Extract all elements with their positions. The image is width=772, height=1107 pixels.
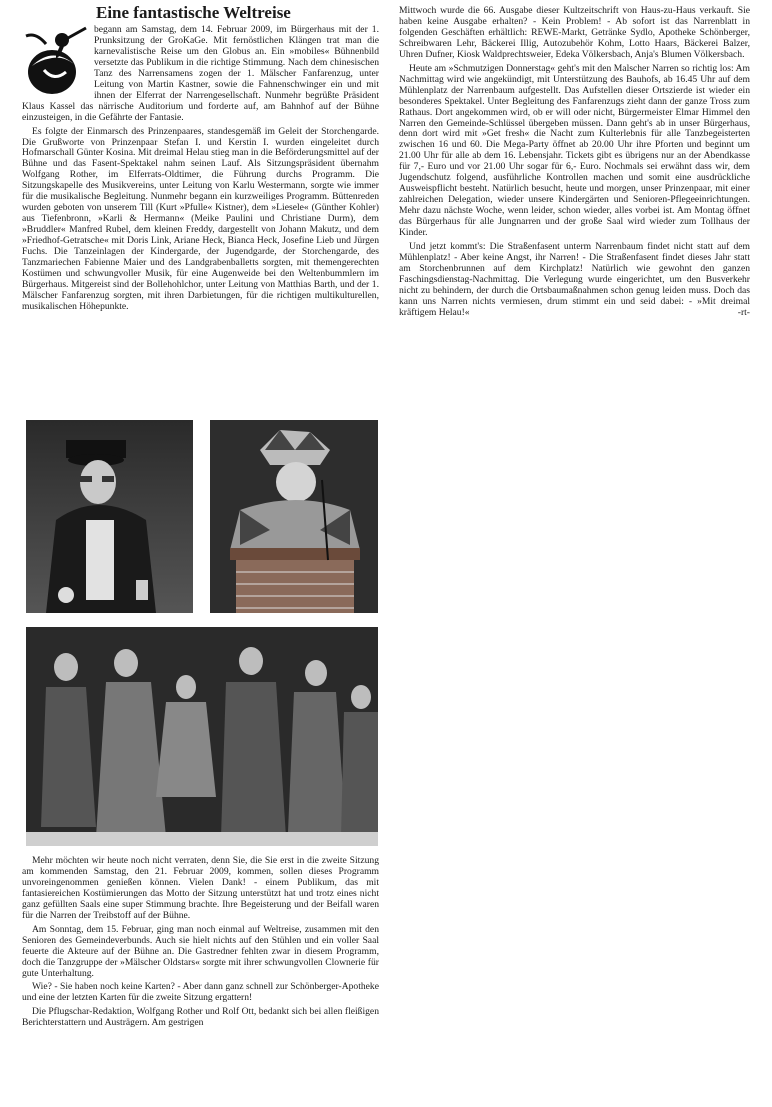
paragraph: Heute am »Schmutzigen Donnerstag« geht's mit den Malscher Narren so richtig los: Am Nachmittag wird wie angekündigt, mit Unterstützung des Bauhofs, ab 16.45 Uhr auf dem Mühlenplatz der Narrenbaum aufgestellt. Das Aufstellen dieser Ortszierde ist wieder ein besonderes Spektakel. Unter Begleitung des Fanfarenzugs zieht dann der ganze Tross zum Rathaus. Dort angekommen wird, ob er will oder nicht, Bürgermeister Elmar Himmel den Narren den Gemeinde-Schlüssel übergeben müssen. Dann geht's ab in unser Bürgerhaus, denn dort wird mit »Get fresh« die Nacht zum Kulterlebnis für alle Tanzbegeisterten zwischen 16 und 60. Die Mega-Party öffnet ab 20.00 Uhr ihre Pforten und beginnt um 21.00 Uhr für alle ab dem 16. Lebensjahr. Tickets gibt es übrigens nur an der Abendkasse für 7,- Euro und vor 21.00 Uhr sogar für 6,- Euro. Nochmals sei erwähnt dass wir, dem Jugendschutz folgend, ausführliche Kontrollen machen und somit eine ausdrückliche Ausweispflicht besteht. Natürlich besucht, heute und morgen, unser Prinzenpaar, mit einer zahlreichen Delegation, wieder unsere Kindergärten und Senioren-Pflegeeinrichtungen. Mehr dazu nächste Woche, wenn leider, schon wieder, alles vorbei ist. Am Montag öffnet das Bürgerhaus für alle Jungnarren und der große Saal wird wieder zum Tollhaus der Kinder. — [399, 62, 750, 239]
paragraph-text: Und jetzt kommt's: Die Straßenfasent unterm Narrenbaum findet nicht statt auf dem Mühlenplatz! - Aber keine Angst, ihr Narren! - Die Straßenfasent findet dieses Jahr statt am Storchenbrunnen auf dem Kirchplatz! Natürlich wie gewohnt den ganzen Faschingsdienstag-Nachmittag. Die Verlegung wurde eingerichtet, um den Busverkehr nicht zu behindern, der durch die Ortsbaumaßnahmen schon genug leiden muss. Doch das kann uns Narren nichts vermiesen, drum stimmt ein und seid dabei: — [399, 241, 750, 307]
paragraph: Es folgte der Einmarsch des Prinzenpaares, standesgemäß im Geleit der Storchengarde. Die Grußworte von Prinzenpaar Stefan I. und Kerstin I. wurden eingeleitet durch Hofmarschall Günter Kosina. Mit dreimal Helau stieg man in die Beförderungsmittel auf der Bühne und das Fasent-Spektakel nahm seinen Lauf. Als Sitzungspräsident übernahm Wolfgang Rother, im Elferrats-Oldtimer, die Führung durchs Programm. Die Sitzungskapelle des Musikvereins, unter Leitung von Karlu Westermann, sorgte wie immer für die musikalische Begleitung. Nunmehr begann ein kurzweiliges Programm. Büttenreden wurden geboten von unserem Till (Kurt »Pfulle« Kistner), dem »Liesele« (Günther Kohler) aus Tiefenbronn, »Karli & Hermann« (Meike Paulini und Christiane Durm), dem »Bruddler« Manfred Rubel, dem kleinen Freddy, dargestellt von Johann Makutz, und dem »Friedhof-Getratsche« mit Doris Link, Ariane Heck, Bianca Heck, Josefine Lieb und Jürgen Fuchs. Die Tanzeinlagen der Kindergarde, der Jugendgarde, der Storchengarde, des Tanzmariechen Fabienne Maier und des Landgrabenballetts sorgten, mit themengerechten Kostümen und schwungvoller Musik, für eine Augenweide bei den Weltenbummlern im Bürgerhaus. Mitgereist sind der Bollehohlchor, unter Leitung von Matthias Barth, und der 1. Mälscher Fanfarenzug sorgten, mit ihren Darbietungen, für die richtigen multikulturellen, musikalischen Höhepunkte. — [22, 125, 379, 312]
photo-narr-in-der-buett — [210, 420, 378, 613]
right-column-text — [399, 6, 750, 322]
author-signature: -rt- — [737, 306, 750, 318]
lead-paragraph: begann am Samstag, dem 14. Februar 2009, im Bürgerhaus mit der 1. Prunksitzung der GroKaGe. Mit fernöstlichen Klängen trat man die karnevalistische Reise um den Globus an. Ein »mobiles« Bühnenbild versetzte das Publikum in die richtige Stimmung. Nach dem chinesischen Tanz des Narrensamens zogen der 1. Mälscher Fanfarenzug, unter Leitung von Martin Kastner, sowie die Fahnenschwinger ein und mit ihnen der Elferrat der Narrengesellschaft. Nunmehr begrüßte Präsident Klaus Kassel das närrische Auditorium und forderte auf, am Bahnhof auf der Bühne einzusteigen, in die Gefährte der Fantasie. — [22, 24, 379, 123]
paragraph: Am Sonntag, dem 15. Februar, ging man noch einmal auf Weltreise, zusammen mit den Senioren des Gemeindeverbunds. Auch sie hielt nichts auf den Stühlen und ein voller Saal feuerte die Akteure auf der Bühne an. Die Gastredner fehlten zwar in diesem Programm, doch die Tanzgruppe der »Mälscher Oldstars« sorgte mit ihrer schwungvollen Clownerie für gute Unterhaltung. — [22, 923, 379, 979]
left-column-text — [22, 25, 379, 316]
logo-float-space — [22, 25, 94, 101]
paragraph: Mehr möchten wir heute noch nicht verraten, denn Sie, die Sie erst in die zweite Sitzung am kommenden Samstag, den 21. Februar 2009, kommen, sollen dieses Programm unvoreingenommen genießen können. Vielen Dank! - einem Publikum, das mit fantasiereichen Kostümierungen das Motto der Sitzung unterstützt hat und trotz eines nicht ganz gefüllten Saals eine super Stimmung brachte. Ihre Begeisterung und der Beifall waren für die Narren der Treibstoff auf der Bühne. — [22, 855, 379, 921]
left-column-bottom-text — [22, 856, 379, 1032]
paragraph: Wie? - Sie haben noch keine Karten? - Aber dann ganz schnell zur Schönberger-Apotheke und eine der letzten Karten für die zweite Sitzung ergattern! — [22, 981, 379, 1004]
paragraph: Mittwoch wurde die 66. Ausgabe dieser Kultzeitschrift von Haus-zu-Haus verkauft. Sie haben keine Ausgabe erhalten? - Kein Problem! - Ab sofort ist das Narrenblatt in folgenden Geschäften erhältlich: REWE-Markt, Getränke Sydlo, Apotheke Schönberger, Schreibwaren Lehr, Bäckerei Illig, Autozubehör Kohm, Lotto Haars, Bäckerei Balzer, Uhren Dufner, Kiosk Waldprechtsweier, Edeka Völkersbach, Anja's Blumen Völkersbach. — [399, 5, 750, 60]
photo-buettenredner — [26, 420, 193, 613]
photo-tanzgruppe — [26, 627, 378, 846]
paragraph — [399, 242, 750, 319]
helau-line: - »Mit dreimal kräftigem Helau!« — [399, 295, 750, 318]
article-headline: Eine fantastische Weltreise — [96, 3, 291, 22]
paragraph: Die Pflugschar-Redaktion, Wolfgang Rother und Rolf Ott, bedankt sich bei allen fleißigen Berichterstattern und Austrägern. Am gestrigen — [22, 1006, 379, 1029]
